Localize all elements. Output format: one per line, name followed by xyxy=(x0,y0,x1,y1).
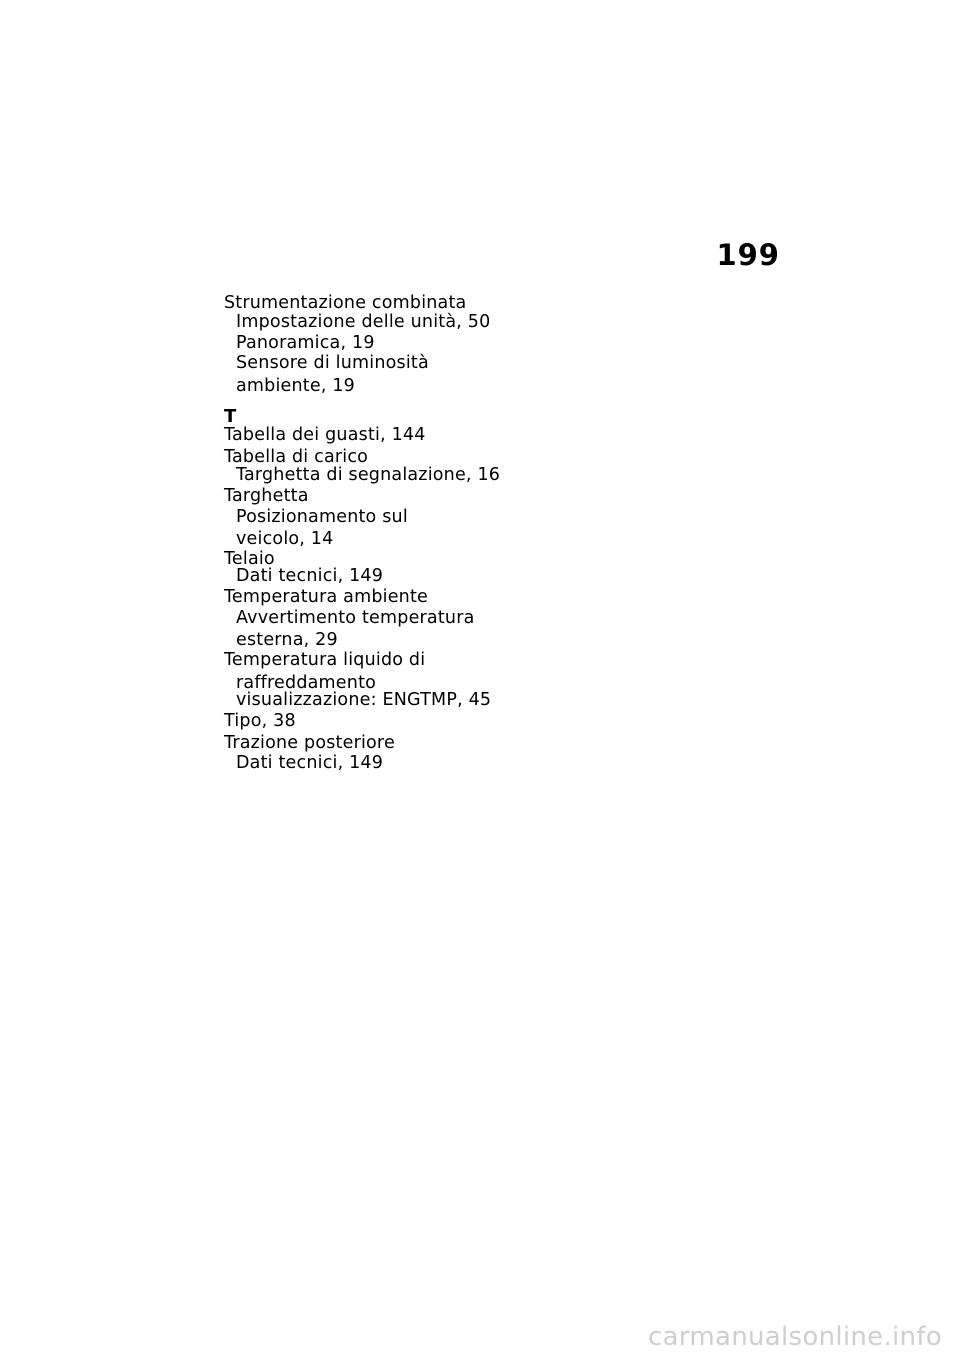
index-entry: Targhetta xyxy=(224,486,309,506)
index-subentry: Sensore di luminosità xyxy=(236,353,429,373)
index-subentry: ambiente, 19 xyxy=(236,376,356,396)
page-number: 199 xyxy=(716,238,780,272)
index-entry: Temperatura liquido di xyxy=(224,650,426,670)
index-entry: Tipo, 38 xyxy=(224,711,296,731)
index-entry: Strumentazione combinata xyxy=(224,293,467,313)
watermark: carmanualsonline.info xyxy=(647,1322,942,1352)
index-subentry: veicolo, 14 xyxy=(236,529,334,549)
index-entry: Tabella di carico xyxy=(224,447,369,467)
index-subentry: Posizionamento sul xyxy=(236,507,408,527)
index-entry: Telaio xyxy=(224,549,275,569)
index-entry: Tabella dei guasti, 144 xyxy=(224,425,426,445)
index-subentry: Targhetta di segnalazione, 16 xyxy=(236,465,501,485)
index-subentry: Dati tecnici, 149 xyxy=(236,753,384,773)
section-letter: T xyxy=(224,406,237,427)
index-entry: Temperatura ambiente xyxy=(224,587,428,607)
index-subentry: Avvertimento temperatura xyxy=(236,608,475,628)
index-subentry: Dati tecnici, 149 xyxy=(236,566,384,586)
index-subentry: Impostazione delle unità, 50 xyxy=(236,312,491,332)
index-subentry: Panoramica, 19 xyxy=(236,333,375,353)
index-subentry: raffreddamento xyxy=(236,673,377,693)
index-entry: Trazione posteriore xyxy=(224,733,395,753)
index-subentry: esterna, 29 xyxy=(236,630,338,650)
index-subentry: visualizzazione: ENGTMP, 45 xyxy=(236,690,492,710)
